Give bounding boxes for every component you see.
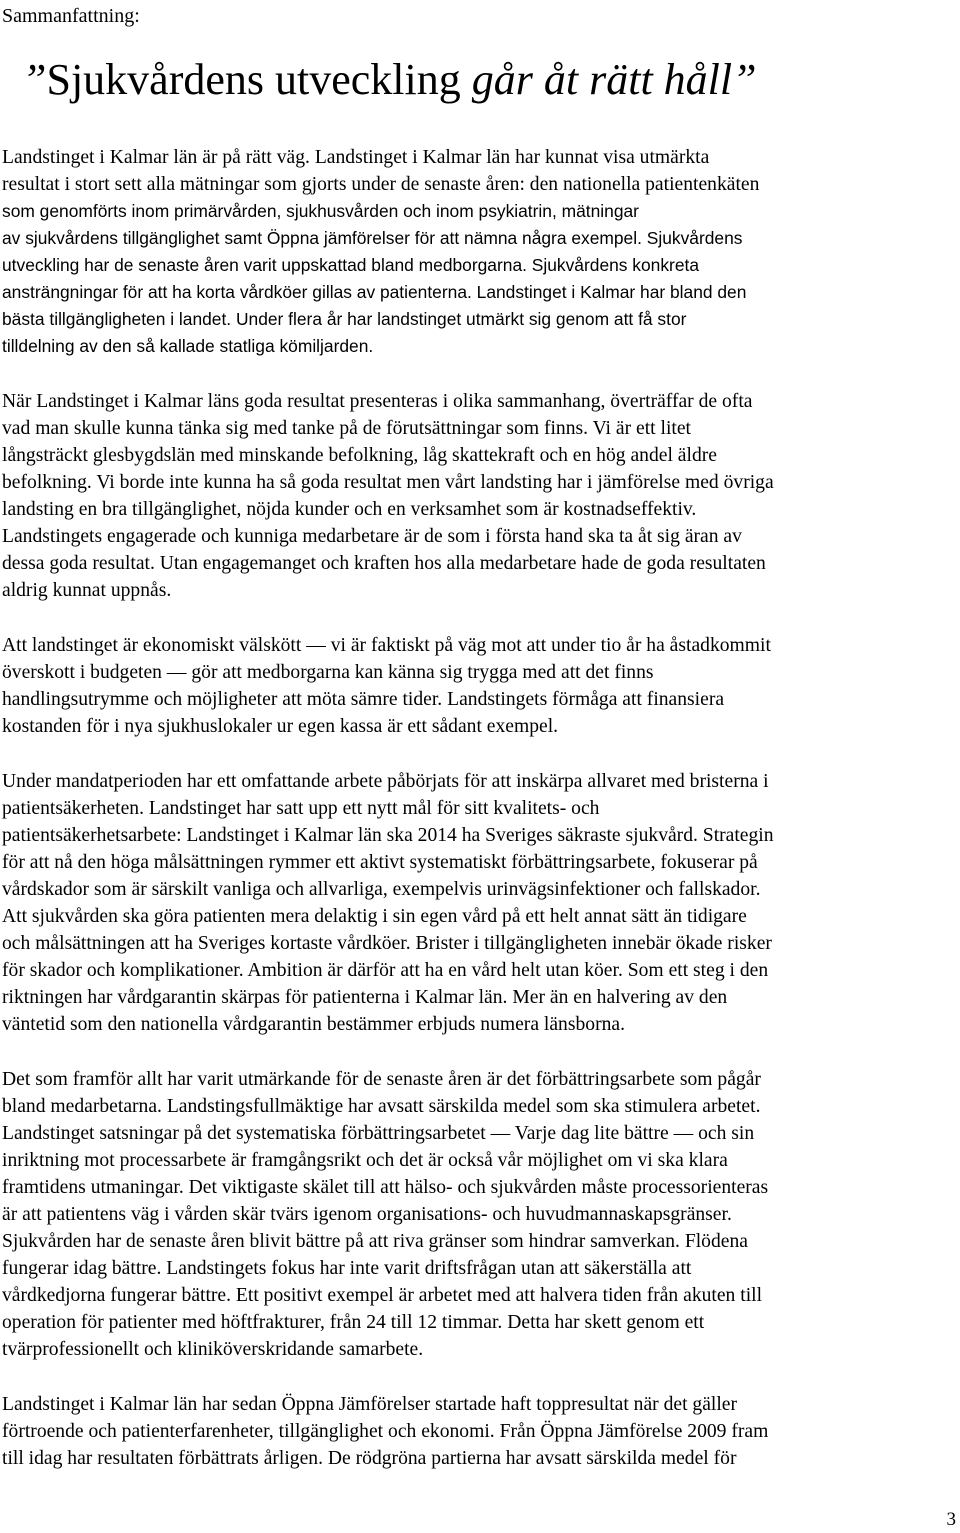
paragraph-line: för skador och komplikationer. Ambition är därför att ha en vård helt utan köer. Som ett steg i den [2,960,769,981]
title-italic: går åt rätt håll [471,55,733,104]
paragraph-line: inriktning mot processarbete är framgångsrikt och det är också vår möjlighet om vi ska klara [2,1150,728,1171]
paragraph-line: överskott i budgeten — gör att medborgarna kan känna sig trygga med att det finns [2,662,654,683]
paragraph [2,768,952,1038]
paragraph-line: tilldelning av den så kallade statliga kömiljarden. [2,336,374,356]
paragraph-line: Sjukvården har de senaste åren blivit bättre på att riva gränser som hindrar samverkan. Flödena [2,1231,748,1252]
paragraph-line: aldrig kunnat uppnås. [2,580,172,601]
page-title [0,52,960,108]
paragraph [2,144,952,360]
paragraph-line: utveckling har de senaste åren varit uppskattad bland medborgarna. Sjukvårdens konkreta [2,255,700,275]
paragraph-line: Att sjukvården ska göra patienten mera delaktig i sin egen vård på ett helt annat sätt än tidigare [2,906,747,927]
paragraph-line: dessa goda resultat. Utan engagemanget och kraften hos alla medarbetare hade de goda resultaten [2,553,766,574]
paragraph-line: väntetid som den nationella vårdgarantin bestämmer erbjuds numera länsborna. [2,1014,625,1035]
paragraph [2,1066,952,1363]
paragraph-line: patientsäkerheten. Landstinget har satt upp ett nytt mål för sitt kvalitets- och [2,798,600,819]
paragraph-line: Landstinget i Kalmar län är på rätt väg. Landstinget i Kalmar län har kunnat visa utmärkta [2,147,710,168]
paragraph-line: är att patientens väg i vården skär tvärs igenom organisations- och huvudmannaskapsgränser. [2,1204,732,1225]
paragraph-line: bland medarbetarna. Landstingsfullmäktige har avsatt särskilda medel som ska stimulera arbetet. [2,1096,761,1117]
paragraph-line: bästa tillgängligheten i landet. Under flera år har landstinget utmärkt sig genom att få stor [2,309,687,329]
paragraph-line: som genomförts inom primärvården, sjukhusvården och inom psykiatrin, mätningar [2,201,639,221]
paragraph-line: framtidens utmaningar. Det viktigaste skälet till att hälso- och sjukvården måste processorienteras [2,1177,769,1198]
paragraph-line: patientsäkerhetsarbete: Landstinget i Kalmar län ska 2014 ha Sveriges säkraste sjukvård. Strategin [2,825,774,846]
paragraph-line: resultat i stort sett alla mätningar som gjorts under de senaste åren: den nationella patientenkäten [2,174,760,195]
paragraph-line: för att nå den höga målsättningen rymmer ett aktivt systematiskt förbättringsarbete, fokuserar på [2,852,758,873]
paragraph-line: ansträngningar för att ha korta vårdköer gillas av patienterna. Landstinget i Kalmar har bland den [2,282,747,302]
paragraph-line: Under mandatperioden har ett omfattande arbete påbörjats för att inskärpa allvaret med bristerna i [2,771,769,792]
paragraph-line: kostanden för i nya sjukhuslokaler ur egen kassa är ett sådant exempel. [2,716,559,737]
section-label: Sammanfattning: [2,5,140,27]
paragraph-line: handlingsutrymme och möjligheter att möta sämre tider. Landstingets förmåga att finansiera [2,689,725,710]
paragraph-line: fungerar idag bättre. Landstingets fokus har inte varit driftsfrågan utan att säkerställa att [2,1258,692,1279]
page-number: 3 [946,1509,956,1530]
paragraph-line: Landstinget i Kalmar län har sedan Öppna Jämförelser startade haft toppresultat när det gäller [2,1394,738,1415]
paragraph-line: operation för patienter med höftfrakturer, från 24 till 12 timmar. Detta har skett genom ett [2,1312,705,1333]
paragraph-line: vårdkedjorna fungerar bättre. Ett positivt exempel är arbetet med att halvera tiden från akuten till [2,1285,763,1306]
paragraph-line: Det som framför allt har varit utmärkande för de senaste åren är det förbättringsarbete som pågår [2,1069,761,1090]
paragraph-line: tvärprofessionellt och kliniköverskridande samarbete. [2,1339,424,1360]
paragraph-line: Att landstinget är ekonomiskt välskött — vi är faktiskt på väg mot att under tio år ha åstadkommit [2,635,771,656]
paragraph-line: landsting en bra tillgänglighet, nöjda kunder och en verksamhet som är kostnadseffektiv. [2,499,697,520]
title-quote-open: ” [22,55,47,104]
document-body [2,144,952,1472]
paragraph-line: vårdskador som är särskilt vanliga och allvarliga, exempelvis urinvägsinfektioner och fallskador. [2,879,761,900]
paragraph-line: Landstingets engagerade och kunniga medarbetare är de som i första hand ska ta åt sig äran av [2,526,742,547]
paragraph-line: av sjukvårdens tillgänglighet samt Öppna jämförelser för att nämna några exempel. Sjukvårdens [2,228,743,248]
title-quote-close: ” [732,55,757,104]
paragraph-line: När Landstinget i Kalmar läns goda resultat presenteras i olika sammanhang, överträffar de ofta [2,391,753,412]
paragraph-line: befolkning. Vi borde inte kunna ha så goda resultat men vårt landsting har i jämförelse med övriga [2,472,774,493]
title-plain: Sjukvårdens utveckling [46,55,472,104]
paragraph-line: förtroende och patienterfarenheter, tillgänglighet och ekonomi. Från Öppna Jämförelse 2009 fram [2,1421,769,1442]
paragraph-line: långsträckt glesbygdslän med minskande befolkning, låg skattekraft och en hög andel äldre [2,445,717,466]
paragraph-line: riktningen har vårdgarantin skärpas för patienterna i Kalmar län. Mer än en halvering av den [2,987,728,1008]
paragraph [2,388,952,604]
paragraph-line: till idag har resultaten förbättrats årligen. De rödgröna partierna har avsatt särskilda medel för [2,1448,737,1469]
paragraph-line: vad man skulle kunna tänka sig med tanke på de förutsättningar som finns. Vi är ett litet [2,418,691,439]
paragraph-line: Landstinget satsningar på det systematiska förbättringsarbetet — Varje dag lite bättre — och sin [2,1123,755,1144]
paragraph-line: och målsättningen att ha Sveriges kortaste vårdköer. Brister i tillgängligheten innebär ökade risker [2,933,772,954]
paragraph [2,1391,952,1472]
paragraph [2,632,952,740]
